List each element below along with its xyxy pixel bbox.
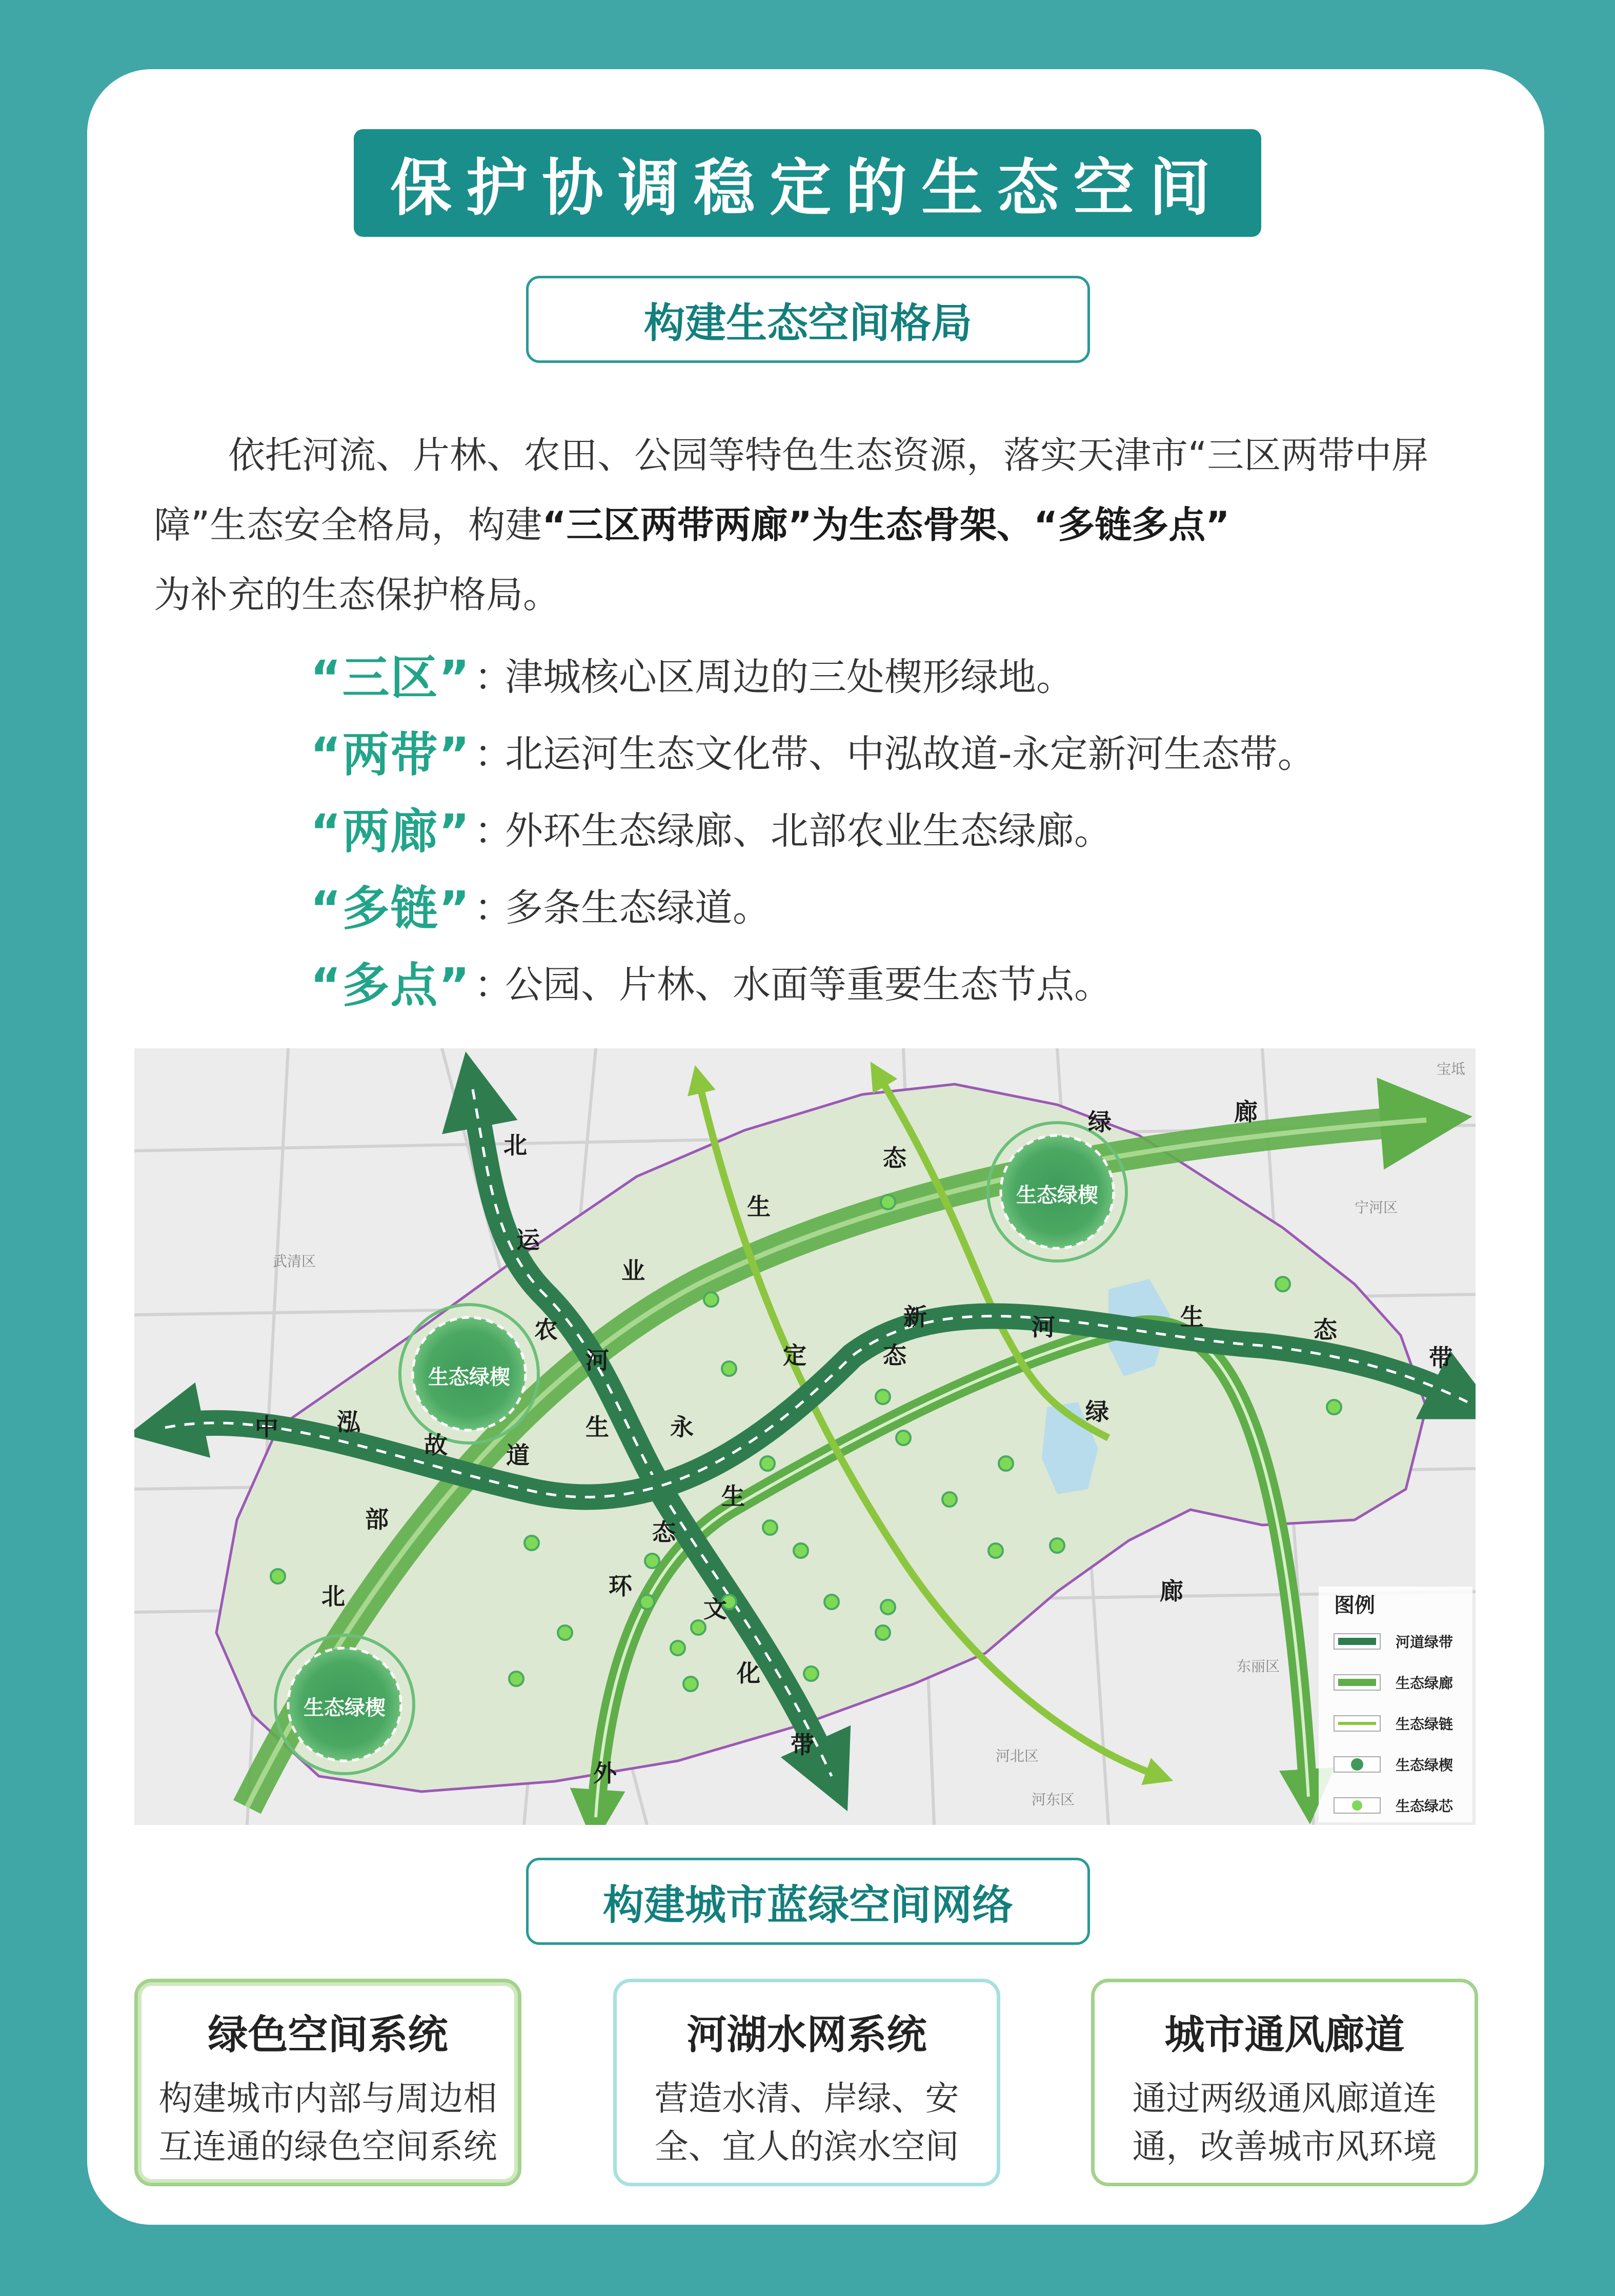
term-row-liangdai	[310, 715, 1316, 787]
page-title: 保护协调稳定的生态空间	[354, 129, 1261, 237]
term-desc: 津城核心区周边的三处楔形绿地。	[505, 655, 1074, 699]
corridor-char: 河	[1032, 1313, 1055, 1341]
corridor-char: 故	[424, 1431, 448, 1459]
intro-text-2: 为补充的生态保护格局。	[154, 573, 560, 616]
term-row-lianglang	[310, 792, 1112, 864]
intro-paragraph	[154, 420, 1466, 629]
wedge-label: 生态绿楔	[304, 1696, 386, 1720]
corridor-char: 新	[903, 1303, 927, 1331]
legend-label: 生态绿廊	[1396, 1675, 1453, 1692]
map-legend	[1319, 1587, 1472, 1822]
corridor-char: 廊	[1160, 1577, 1183, 1605]
info-card-water-network	[613, 1979, 1000, 2186]
district-label: 东丽区	[1237, 1658, 1280, 1675]
corridor-char: 绿	[1085, 1398, 1109, 1426]
corridor-char: 定	[783, 1342, 806, 1369]
corridor-char: 北	[503, 1131, 527, 1159]
term-desc: 北运河生态文化带、中泓故道-永定新河生态带。	[505, 732, 1316, 776]
corridor-char: 北	[321, 1582, 345, 1610]
corridor-char: 态	[883, 1342, 906, 1369]
card-text: 营造水清、岸绿、安全、宜人的滨水空间	[654, 2079, 959, 2166]
wedge-label: 生态绿楔	[428, 1366, 510, 1389]
legend-label: 生态绿楔	[1396, 1757, 1453, 1774]
legend-title: 图例	[1334, 1594, 1375, 1617]
intro-bold-1: “三区两带两廊”为生态骨架、“多链多点”	[542, 503, 1230, 546]
corridor-char: 农	[534, 1316, 558, 1344]
district-label: 宝坻	[1437, 1061, 1466, 1078]
card-title: 绿色空间系统	[208, 2012, 448, 2058]
section-heading-blue-green: 构建城市蓝绿空间网络	[526, 1858, 1090, 1945]
corridor-char: 河	[586, 1347, 609, 1374]
corridor-char: 部	[365, 1506, 389, 1533]
term-desc: 公园、片林、水面等重要生态节点。	[505, 963, 1112, 1007]
term-colon: ：	[474, 886, 512, 930]
corridor-char: 化	[737, 1659, 760, 1687]
corridor-char: 态	[652, 1518, 676, 1546]
corridor-char: 生	[721, 1482, 745, 1510]
card-text: 构建城市内部与周边相互连通的绿色空间系统	[158, 2079, 497, 2166]
corridor-char: 带	[1429, 1344, 1452, 1372]
corridor-char: 生	[747, 1193, 771, 1221]
card-title: 河湖水网系统	[687, 2012, 927, 2058]
term-key: “两廊”	[310, 804, 471, 859]
section-heading-eco-pattern: 构建生态空间格局	[526, 276, 1090, 363]
term-key: “两带”	[310, 727, 471, 782]
wedge-south-west	[275, 1635, 414, 1774]
corridor-char: 生	[1180, 1303, 1204, 1331]
corridor-char: 外	[593, 1759, 617, 1787]
intro-text-1: 依托河流、片林、农田、公园等特色生态资源，落实天津市“三区两带中屏障”生态安全格局，构建	[154, 434, 1429, 546]
legend-label: 生态绿链	[1396, 1716, 1453, 1733]
corridor-char: 道	[506, 1441, 530, 1469]
corridor-char: 业	[621, 1257, 645, 1285]
wedge-west	[400, 1305, 538, 1443]
term-key: “多点”	[310, 958, 471, 1013]
corridor-char: 带	[791, 1731, 814, 1759]
term-desc: 外环生态绿廊、北部农业生态绿廊。	[505, 809, 1112, 853]
corridor-char: 文	[703, 1595, 727, 1623]
corridor-char: 环	[609, 1572, 632, 1600]
wedge-label: 生态绿楔	[1016, 1184, 1098, 1207]
term-desc: 多条生态绿道。	[505, 886, 771, 930]
term-row-duolian	[310, 869, 771, 941]
term-key: “三区”	[310, 651, 471, 705]
info-card-ventilation	[1091, 1979, 1478, 2186]
card-title: 城市通风廊道	[1164, 2012, 1405, 2058]
district-label: 武清区	[273, 1253, 316, 1270]
wedge-north-east	[988, 1123, 1126, 1261]
ecological-pattern-map	[134, 1048, 1476, 1825]
term-key: “多链”	[310, 881, 471, 936]
corridor-char: 运	[516, 1226, 540, 1254]
corridor-char: 廊	[1234, 1098, 1258, 1126]
corridor-char: 泓	[337, 1408, 360, 1436]
term-colon: ：	[474, 963, 512, 1007]
card-text: 通过两级通风廊道连通，改善城市风环境	[1132, 2079, 1437, 2166]
term-row-duodian	[310, 946, 1112, 1018]
info-card-green-space	[134, 1979, 521, 2186]
legend-label: 生态绿芯	[1396, 1798, 1453, 1815]
corridor-char: 生	[586, 1413, 609, 1441]
term-row-sanqu	[310, 638, 1074, 710]
corridor-char: 绿	[1088, 1108, 1112, 1136]
corridor-char: 中	[255, 1413, 278, 1441]
legend-label: 河道绿带	[1396, 1634, 1453, 1651]
term-colon: ：	[474, 655, 512, 699]
corridor-char: 永	[670, 1413, 694, 1441]
corridor-char: 态	[883, 1144, 906, 1172]
district-label: 河东区	[1032, 1791, 1075, 1808]
term-colon: ：	[474, 809, 512, 853]
term-colon: ：	[474, 732, 512, 776]
district-label: 宁河区	[1355, 1199, 1398, 1216]
district-label: 河北区	[996, 1748, 1039, 1764]
corridor-char: 态	[1314, 1316, 1337, 1344]
